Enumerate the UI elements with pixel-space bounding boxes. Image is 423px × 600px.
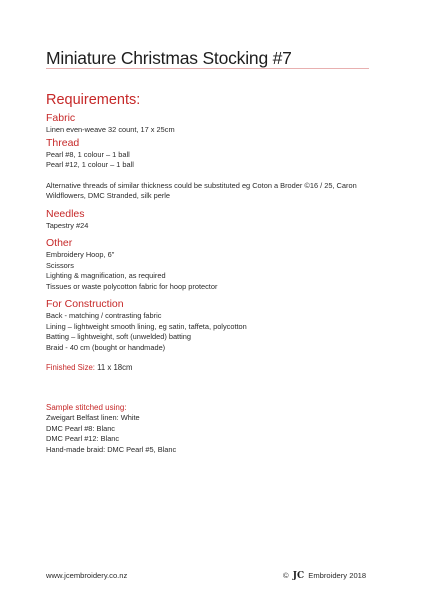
footer-copyright	[283, 571, 366, 581]
thread-section	[46, 137, 386, 202]
thread-heading: Thread	[46, 136, 80, 149]
construction-line: Lining – lightweight smooth lining, eg satin, taffeta, polycotton	[46, 321, 247, 331]
fabric-line: Linen even-weave 32 count, 17 x 25cm	[46, 125, 175, 134]
construction-section	[46, 298, 386, 353]
page-title: Miniature Christmas Stocking #7	[46, 48, 292, 68]
thread-note-line: Alternative threads of similar thickness could be substituted eg Coton a Broder ©16 / 25, Caron	[46, 180, 357, 190]
other-line: Scissors	[46, 260, 74, 270]
footer-company: Embroidery 2018	[308, 571, 367, 580]
other-section	[46, 237, 386, 292]
thread-note	[46, 181, 386, 202]
sample-line: DMC Pearl #12: Blanc	[46, 434, 120, 443]
construction-line: Back - matching / contrasting fabric	[46, 311, 162, 320]
construction-heading: For Construction	[46, 298, 124, 310]
other-line: Embroidery Hoop, 6"	[46, 250, 115, 259]
thread-note-line: Wildflowers, DMC Stranded, silk perle	[46, 191, 171, 200]
fabric-section	[46, 112, 386, 136]
title-divider	[46, 68, 369, 69]
sample-line: Zweigart Belfast linen: White	[46, 413, 140, 422]
requirements-heading: Requirements:	[46, 92, 141, 108]
sample-section	[46, 403, 386, 456]
fabric-heading: Fabric	[46, 112, 76, 124]
construction-line: Batting – lightweight, soft (unwelded) batting	[46, 332, 192, 341]
copyright-symbol: ©	[283, 571, 289, 580]
jc-logo-icon: JC	[292, 571, 305, 581]
thread-line: Pearl #8, 1 colour – 1 ball	[46, 149, 130, 159]
footer-website: www.jcembroidery.co.nz	[46, 571, 128, 580]
other-heading: Other	[46, 237, 73, 249]
sample-line: DMC Pearl #8: Blanc	[46, 423, 116, 433]
requirements-content	[46, 91, 386, 455]
finished-size	[46, 363, 386, 374]
finished-size-label: Finished Size:	[46, 363, 95, 372]
needles-heading: Needles	[46, 207, 85, 220]
other-line: Lighting & magnification, as required	[46, 271, 166, 280]
needles-section	[46, 208, 386, 232]
other-line: Tissues or waste polycotton fabric for hoop protector	[46, 281, 218, 291]
finished-size-value: 11 x 18cm	[94, 363, 133, 372]
construction-line: Braid - 40 cm (bought or handmade)	[46, 342, 166, 352]
sample-heading: Sample stitched using:	[46, 402, 127, 412]
sample-line: Hand-made braid: DMC Pearl #5, Blanc	[46, 444, 177, 454]
thread-line: Pearl #12, 1 colour – 1 ball	[46, 160, 134, 169]
needles-line: Tapestry #24	[46, 220, 89, 230]
